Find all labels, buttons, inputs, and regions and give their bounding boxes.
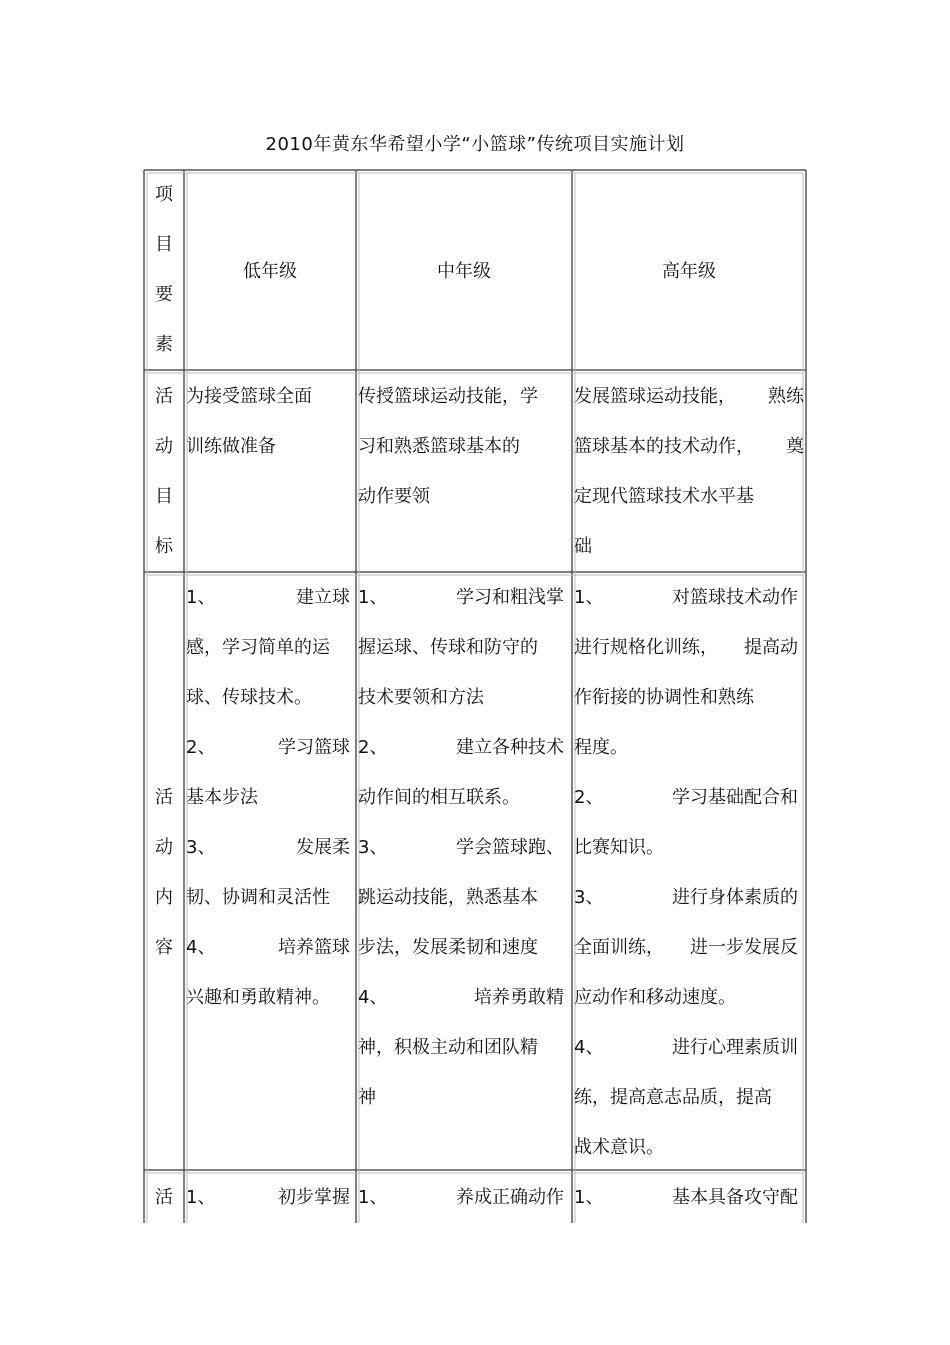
goal-high-cell xyxy=(574,372,804,572)
cell-text: 学会篮球跑、 xyxy=(456,837,564,858)
cell-text: 定现代篮球技术水平基 xyxy=(574,486,754,507)
cell-text: 传授篮球运动技能，学 xyxy=(358,386,538,407)
row-label-char: 标 xyxy=(155,536,173,557)
cell-text: 1、 xyxy=(574,587,604,608)
cell-text: 培养篮球 xyxy=(278,937,350,958)
header-low-grade: 低年级 xyxy=(243,261,297,282)
row-label-char: 要 xyxy=(155,284,173,305)
cell-line xyxy=(574,823,798,873)
cell-text: 握运球、传球和防守的 xyxy=(358,637,538,658)
row-label-char: 动 xyxy=(155,837,173,858)
cell-text: 2、 xyxy=(186,737,216,758)
cell-text: 进一步发展反 xyxy=(690,937,798,958)
row-label-char: 容 xyxy=(155,937,173,958)
cell-text: 4、 xyxy=(574,1037,604,1058)
cell-text: 1、 xyxy=(186,1187,216,1208)
header-item-label xyxy=(145,170,183,370)
cell-text: 进行心理素质训 xyxy=(672,1037,798,1058)
cell-text: 基本步法 xyxy=(186,787,258,808)
cell-text: 提高动 xyxy=(744,637,798,658)
cell-text: 初步掌握 xyxy=(278,1187,350,1208)
cell-line xyxy=(358,973,564,1023)
cell-text: 比赛知识。 xyxy=(574,837,664,858)
cell-line xyxy=(186,623,350,673)
cell-text: 训练做准备 xyxy=(186,436,276,457)
cell-text: 1、 xyxy=(574,1187,604,1208)
cell-text: 神，积极主动和团队精 xyxy=(358,1037,538,1058)
cell-line xyxy=(358,372,568,422)
cell-text: 1、 xyxy=(358,587,388,608)
row-label-char: 内 xyxy=(155,887,173,908)
cell-line xyxy=(186,723,350,773)
cell-text: 技术要领和方法 xyxy=(358,687,484,708)
cell-line xyxy=(186,673,350,723)
cell-text: 建立球 xyxy=(296,587,350,608)
cell-line xyxy=(574,573,798,623)
row-label-char: 动 xyxy=(155,436,173,457)
cell-line xyxy=(574,723,798,773)
cell-text: 步法，发展柔韧和速度 xyxy=(358,937,538,958)
cell-line xyxy=(358,673,564,723)
cell-text: 跳运动技能，熟悉基本 xyxy=(358,887,538,908)
cell-line xyxy=(574,1073,798,1123)
cell-line xyxy=(358,573,564,623)
content-high-cell xyxy=(574,573,798,1173)
cell-text: 学习和粗浅掌 xyxy=(456,587,564,608)
cell-line xyxy=(574,673,798,723)
content-low-cell xyxy=(186,573,350,1023)
cell-text: 1、 xyxy=(186,587,216,608)
cell-text: 养成正确动作 xyxy=(456,1187,564,1208)
goal-low-cell xyxy=(186,372,354,472)
cell-line xyxy=(358,923,564,973)
cell-text: 练，提高意志品质，提高 xyxy=(574,1087,772,1108)
cell-text: 学习基础配合和 xyxy=(672,787,798,808)
cell-text: 奠 xyxy=(786,436,804,457)
cell-line xyxy=(186,773,350,823)
cell-text: 习和熟悉篮球基本的 xyxy=(358,436,520,457)
header-high-grade: 高年级 xyxy=(662,261,716,282)
cell-line xyxy=(186,973,350,1023)
goal-row-label xyxy=(145,372,183,572)
cell-line xyxy=(574,873,798,923)
row-label-char: 项 xyxy=(155,184,173,205)
cell-text: 发展柔 xyxy=(296,837,350,858)
cell-line xyxy=(358,873,564,923)
row-label-char: 活 xyxy=(155,787,173,808)
cell-text: 建立各种技术 xyxy=(456,737,564,758)
cell-text: 3、 xyxy=(574,887,604,908)
cell-text: 1、 xyxy=(358,1187,388,1208)
cell-line xyxy=(574,623,798,673)
cell-text: 神 xyxy=(358,1087,376,1108)
cell-text: 3、 xyxy=(186,837,216,858)
cell-line xyxy=(574,1023,798,1073)
cell-line xyxy=(186,1173,350,1223)
cell-line xyxy=(574,1173,798,1223)
cell-line xyxy=(358,773,564,823)
cell-line xyxy=(186,422,354,472)
cell-text: 动作要领 xyxy=(358,486,430,507)
requirement-mid-cell xyxy=(358,1173,564,1223)
cell-line xyxy=(186,573,350,623)
cell-line xyxy=(358,1073,564,1123)
cell-text: 学习篮球 xyxy=(278,737,350,758)
cell-text: 进行身体素质的 xyxy=(672,887,798,908)
cell-text: 全面训练， xyxy=(574,937,664,958)
cell-text: 培养勇敢精 xyxy=(474,987,564,1008)
cell-text: 进行规格化训练， xyxy=(574,637,718,658)
row-label-char: 活 xyxy=(155,1187,173,1208)
goal-mid-cell xyxy=(358,372,568,522)
cell-line xyxy=(186,873,350,923)
row-label-char: 目 xyxy=(155,486,173,507)
cell-line xyxy=(358,1173,564,1223)
cell-text: 熟练 xyxy=(768,386,804,407)
cell-text: 应动作和移动速度。 xyxy=(574,987,736,1008)
cell-line xyxy=(574,372,804,422)
cell-text: 2、 xyxy=(358,737,388,758)
cell-text: 韧、协调和灵活性 xyxy=(186,887,330,908)
cell-line xyxy=(358,823,564,873)
requirement-high-cell xyxy=(574,1173,798,1223)
cell-text: 球、传球技术。 xyxy=(186,687,312,708)
cell-text: 为接受篮球全面 xyxy=(186,386,312,407)
page-title: 2010年黄东华希望小学“小篮球”传统项目实施计划 xyxy=(265,134,685,155)
cell-line xyxy=(574,1123,798,1173)
cell-text: 兴趣和勇敢精神。 xyxy=(186,987,330,1008)
cell-line xyxy=(358,723,564,773)
requirement-low-cell xyxy=(186,1173,350,1223)
cell-text: 作衔接的协调性和熟练 xyxy=(574,687,754,708)
cell-text: 程度。 xyxy=(574,737,628,758)
cell-text: 3、 xyxy=(358,837,388,858)
cell-line xyxy=(358,1023,564,1073)
cell-text: 4、 xyxy=(186,937,216,958)
cell-line xyxy=(358,472,568,522)
row-label-char: 目 xyxy=(155,234,173,255)
cell-text: 战术意识。 xyxy=(574,1137,664,1158)
cell-line xyxy=(574,422,804,472)
row-label-char: 活 xyxy=(155,386,173,407)
cell-text: 感，学习简单的运 xyxy=(186,637,330,658)
cell-text: 动作间的相互联系。 xyxy=(358,787,520,808)
cell-text: 2、 xyxy=(574,787,604,808)
cell-line xyxy=(574,773,798,823)
cell-text: 篮球基本的技术动作， xyxy=(574,436,754,457)
content-mid-cell xyxy=(358,573,564,1123)
cell-line xyxy=(186,923,350,973)
cell-line xyxy=(186,823,350,873)
cell-text: 发展篮球运动技能， xyxy=(574,386,736,407)
cell-line xyxy=(186,372,354,422)
cell-line xyxy=(574,973,798,1023)
cell-text: 基本具备攻守配 xyxy=(672,1187,798,1208)
content-row-label xyxy=(145,773,183,973)
row-label-char: 素 xyxy=(155,334,173,355)
cell-line xyxy=(574,923,798,973)
header-mid-grade: 中年级 xyxy=(437,261,491,282)
cell-text: 4、 xyxy=(358,987,388,1008)
cell-line xyxy=(358,623,564,673)
cell-text: 对篮球技术动作 xyxy=(672,587,798,608)
cell-line xyxy=(574,522,804,572)
cell-line xyxy=(574,472,804,522)
cell-text: 础 xyxy=(574,536,592,557)
cell-line xyxy=(358,422,568,472)
requirement-row-label xyxy=(145,1173,183,1223)
